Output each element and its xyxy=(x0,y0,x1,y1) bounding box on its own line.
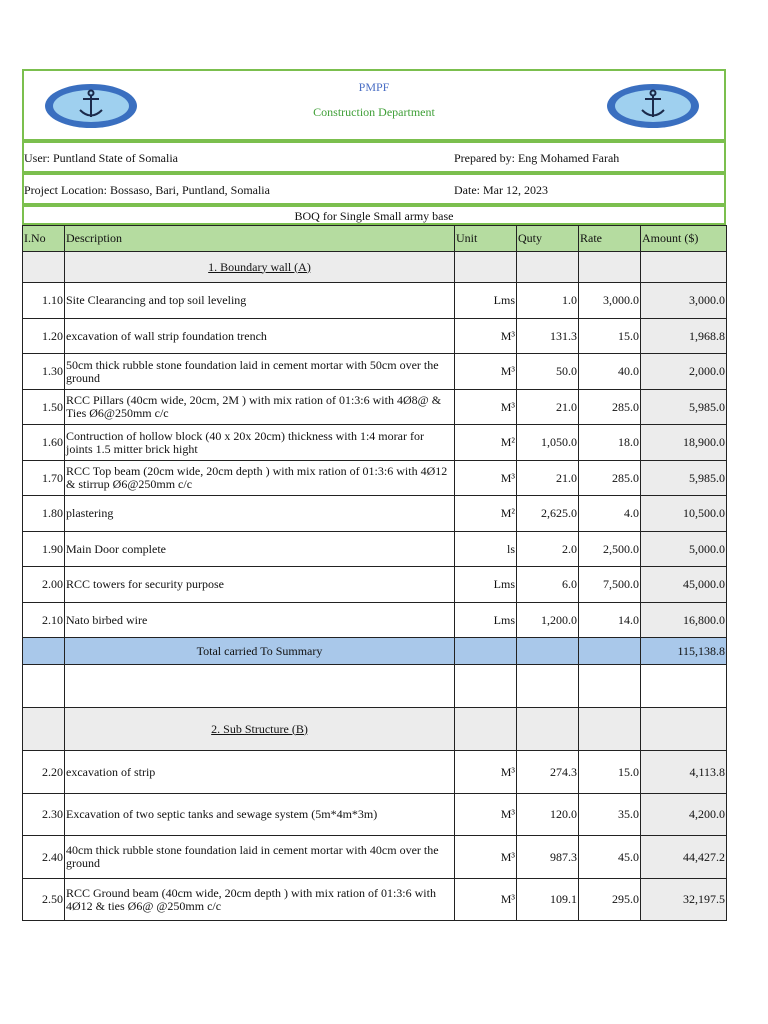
boq-title: BOQ for Single Small army base xyxy=(294,209,454,223)
item-no: 1.70 xyxy=(23,461,65,496)
item-amount: 1,968.8 xyxy=(641,319,727,354)
item-qty: 2.0 xyxy=(517,532,579,567)
item-unit: M³ xyxy=(455,836,517,879)
item-no: 2.30 xyxy=(23,794,65,836)
empty-row xyxy=(23,665,727,708)
item-qty: 987.3 xyxy=(517,836,579,879)
item-description: Site Clearancing and top soil leveling xyxy=(65,283,455,319)
item-amount: 18,900.0 xyxy=(641,425,727,461)
item-qty: 131.3 xyxy=(517,319,579,354)
total-row xyxy=(23,638,727,665)
boq-title-row xyxy=(22,205,726,225)
item-description: RCC Ground beam (40cm wide, 20cm depth ) with mix ration of 01:3:6 with 4Ø12 & ties Ø6@ @250mm c/c xyxy=(65,879,455,921)
item-rate: 285.0 xyxy=(579,461,641,496)
item-rate: 15.0 xyxy=(579,319,641,354)
item-rate: 2,500.0 xyxy=(579,532,641,567)
item-amount: 10,500.0 xyxy=(641,496,727,532)
col-header-qty: Quty xyxy=(517,226,579,252)
item-qty: 6.0 xyxy=(517,567,579,603)
item-amount: 4,113.8 xyxy=(641,751,727,794)
item-unit: M³ xyxy=(455,319,517,354)
item-qty: 274.3 xyxy=(517,751,579,794)
item-qty: 21.0 xyxy=(517,461,579,496)
item-qty: 109.1 xyxy=(517,879,579,921)
item-no: 1.30 xyxy=(23,354,65,390)
item-unit: Lms xyxy=(455,283,517,319)
item-unit: M³ xyxy=(455,354,517,390)
table-row xyxy=(23,461,727,496)
document-header xyxy=(22,69,726,141)
item-description: Contruction of hollow block (40 x 20x 20cm) thickness with 1:4 morar for joints 1.5 mitter brick hight xyxy=(65,425,455,461)
table-row xyxy=(23,567,727,603)
item-description: excavation of strip xyxy=(65,751,455,794)
item-no: 1.80 xyxy=(23,496,65,532)
item-rate: 18.0 xyxy=(579,425,641,461)
item-qty: 120.0 xyxy=(517,794,579,836)
item-amount: 44,427.2 xyxy=(641,836,727,879)
item-description: Nato birbed wire xyxy=(65,603,455,638)
item-qty: 2,625.0 xyxy=(517,496,579,532)
boq-table xyxy=(22,225,727,921)
item-amount: 5,985.0 xyxy=(641,390,727,425)
total-amount: 115,138.8 xyxy=(641,638,727,665)
item-no: 2.00 xyxy=(23,567,65,603)
col-header-amount: Amount ($) xyxy=(641,226,727,252)
item-qty: 50.0 xyxy=(517,354,579,390)
item-rate: 4.0 xyxy=(579,496,641,532)
table-row xyxy=(23,836,727,879)
item-no: 1.90 xyxy=(23,532,65,567)
department-name: Construction Department xyxy=(313,105,435,119)
item-description: RCC Top beam (20cm wide, 20cm depth ) with mix ration of 01:3:6 with 4Ø12 & stirrup Ø6@250mm c/c xyxy=(65,461,455,496)
date-label: Date: Mar 12, 2023 xyxy=(454,183,548,197)
item-description: excavation of wall strip foundation trench xyxy=(65,319,455,354)
item-description: Main Door complete xyxy=(65,532,455,567)
table-row xyxy=(23,532,727,567)
table-row xyxy=(23,283,727,319)
item-no: 2.20 xyxy=(23,751,65,794)
table-row xyxy=(23,390,727,425)
item-unit: M³ xyxy=(455,879,517,921)
total-label: Total carried To Summary xyxy=(65,638,455,665)
item-amount: 5,000.0 xyxy=(641,532,727,567)
section-header-row xyxy=(23,252,727,283)
item-rate: 14.0 xyxy=(579,603,641,638)
item-rate: 295.0 xyxy=(579,879,641,921)
item-amount: 4,200.0 xyxy=(641,794,727,836)
item-rate: 285.0 xyxy=(579,390,641,425)
org-name: PMPF xyxy=(358,80,390,94)
item-qty: 1,200.0 xyxy=(517,603,579,638)
col-header-rate: Rate xyxy=(579,226,641,252)
table-row xyxy=(23,354,727,390)
item-unit: M³ xyxy=(455,794,517,836)
section-a-title: 1. Boundary wall (A) xyxy=(65,252,455,283)
item-rate: 3,000.0 xyxy=(579,283,641,319)
item-description: 40cm thick rubble stone foundation laid in cement mortar with 40cm over the ground xyxy=(65,836,455,879)
item-unit: Lms xyxy=(455,567,517,603)
table-row xyxy=(23,603,727,638)
section-header-row xyxy=(23,708,727,751)
item-no: 2.10 xyxy=(23,603,65,638)
project-row xyxy=(22,173,726,205)
item-amount: 5,985.0 xyxy=(641,461,727,496)
item-rate: 35.0 xyxy=(579,794,641,836)
user-row xyxy=(22,141,726,173)
item-description: plastering xyxy=(65,496,455,532)
item-no: 1.20 xyxy=(23,319,65,354)
item-amount: 32,197.5 xyxy=(641,879,727,921)
item-unit: ls xyxy=(455,532,517,567)
item-no: 2.40 xyxy=(23,836,65,879)
col-header-ino: I.No xyxy=(23,226,65,252)
item-no: 1.50 xyxy=(23,390,65,425)
table-row xyxy=(23,319,727,354)
item-unit: M³ xyxy=(455,751,517,794)
item-unit: M² xyxy=(455,496,517,532)
col-header-description: Description xyxy=(65,226,455,252)
item-qty: 21.0 xyxy=(517,390,579,425)
item-unit: Lms xyxy=(455,603,517,638)
item-description: Excavation of two septic tanks and sewage system (5m*4m*3m) xyxy=(65,794,455,836)
item-unit: M³ xyxy=(455,461,517,496)
item-no: 2.50 xyxy=(23,879,65,921)
item-description: 50cm thick rubble stone foundation laid in cement mortar with 50cm over the ground xyxy=(65,354,455,390)
table-row xyxy=(23,794,727,836)
item-rate: 15.0 xyxy=(579,751,641,794)
item-rate: 45.0 xyxy=(579,836,641,879)
item-amount: 2,000.0 xyxy=(641,354,727,390)
item-description: RCC Pillars (40cm wide, 20cm, 2M ) with mix ration of 01:3:6 with 4Ø8@ & Ties Ø6@250mm c/c xyxy=(65,390,455,425)
table-row xyxy=(23,751,727,794)
item-amount: 3,000.0 xyxy=(641,283,727,319)
project-location-label: Project Location: Bossaso, Bari, Puntland, Somalia xyxy=(24,183,270,197)
item-rate: 7,500.0 xyxy=(579,567,641,603)
user-label: User: Puntland State of Somalia xyxy=(24,151,178,165)
table-row xyxy=(23,496,727,532)
item-qty: 1.0 xyxy=(517,283,579,319)
item-rate: 40.0 xyxy=(579,354,641,390)
item-qty: 1,050.0 xyxy=(517,425,579,461)
item-amount: 45,000.0 xyxy=(641,567,727,603)
item-no: 1.60 xyxy=(23,425,65,461)
col-header-unit: Unit xyxy=(455,226,517,252)
item-amount: 16,800.0 xyxy=(641,603,727,638)
section-b-title: 2. Sub Structure (B) xyxy=(65,708,455,751)
table-row xyxy=(23,879,727,921)
item-unit: M³ xyxy=(455,390,517,425)
item-unit: M² xyxy=(455,425,517,461)
table-row xyxy=(23,425,727,461)
prepared-by-label: Prepared by: Eng Mohamed Farah xyxy=(454,151,620,165)
item-no: 1.10 xyxy=(23,283,65,319)
column-header-row xyxy=(23,226,727,252)
item-description: RCC towers for security purpose xyxy=(65,567,455,603)
